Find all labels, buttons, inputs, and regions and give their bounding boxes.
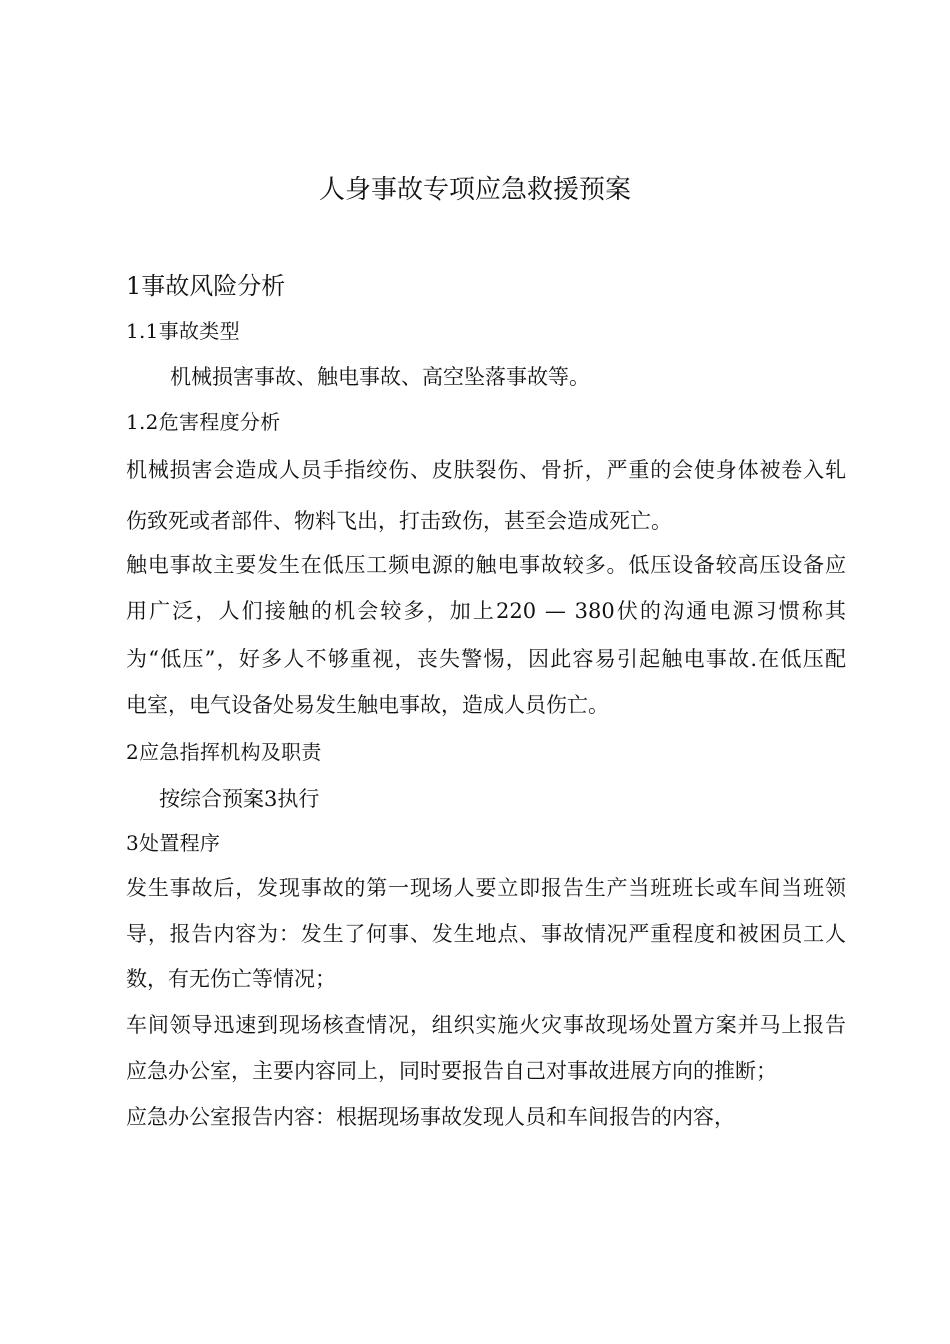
paragraph-line: 机械损害事故、触电事故、高空坠落事故等。 <box>170 365 590 389</box>
document-title: 人身事故专项应急救援预案 <box>318 175 631 205</box>
section-heading-1: 1事故风险分析 <box>126 272 286 300</box>
paragraph-line: 发生事故后，发现事故的第一现场人要立即报告生产当班班长或车间当班领 <box>126 876 846 900</box>
paragraph-line: 导，报告内容为：发生了何事、发生地点、事故情况严重程度和被困员工人 <box>126 922 846 946</box>
subsection-heading-1-1: 1.1事故类型 <box>126 319 240 343</box>
section-heading-2: 2应急指挥机构及职责 <box>126 740 322 764</box>
paragraph-line: 数，有无伤亡等情况； <box>126 967 336 991</box>
paragraph-line: 应急办公室，主要内容同上，同时要报告自己对事故进展方向的推断； <box>126 1059 777 1083</box>
paragraph-line: 为“低压”，好多人不够重视，丧失警惕，因此容易引起触电事故.在低压配 <box>126 647 846 671</box>
paragraph-line: 车间领导迅速到现场核查情况，组织实施火灾事故现场处置方案并马上报告 <box>126 1013 846 1037</box>
paragraph-line: 电室，电气设备处易发生触电事故，造成人员伤亡。 <box>126 693 609 717</box>
subsection-heading-1-2: 1.2危害程度分析 <box>126 410 281 434</box>
paragraph-line: 按综合预案3执行 <box>159 787 320 811</box>
section-heading-3: 3处置程序 <box>126 831 221 855</box>
paragraph-line: 应急办公室报告内容：根据现场事故发现人员和车间报告的内容， <box>126 1105 735 1129</box>
paragraph-line: 用广泛，人们接触的机会较多，加上220 — 380伏的沟通电源习惯称其 <box>126 599 846 623</box>
paragraph-line: 伤致死或者部件、物料飞出，打击致伤，甚至会造成死亡。 <box>126 509 672 533</box>
paragraph-line: 触电事故主要发生在低压工频电源的触电事故较多。低压设备较高压设备应 <box>126 553 846 577</box>
paragraph-line: 机械损害会造成人员手指绞伤、皮肤裂伤、骨折，严重的会使身体被卷入轧 <box>126 458 846 482</box>
